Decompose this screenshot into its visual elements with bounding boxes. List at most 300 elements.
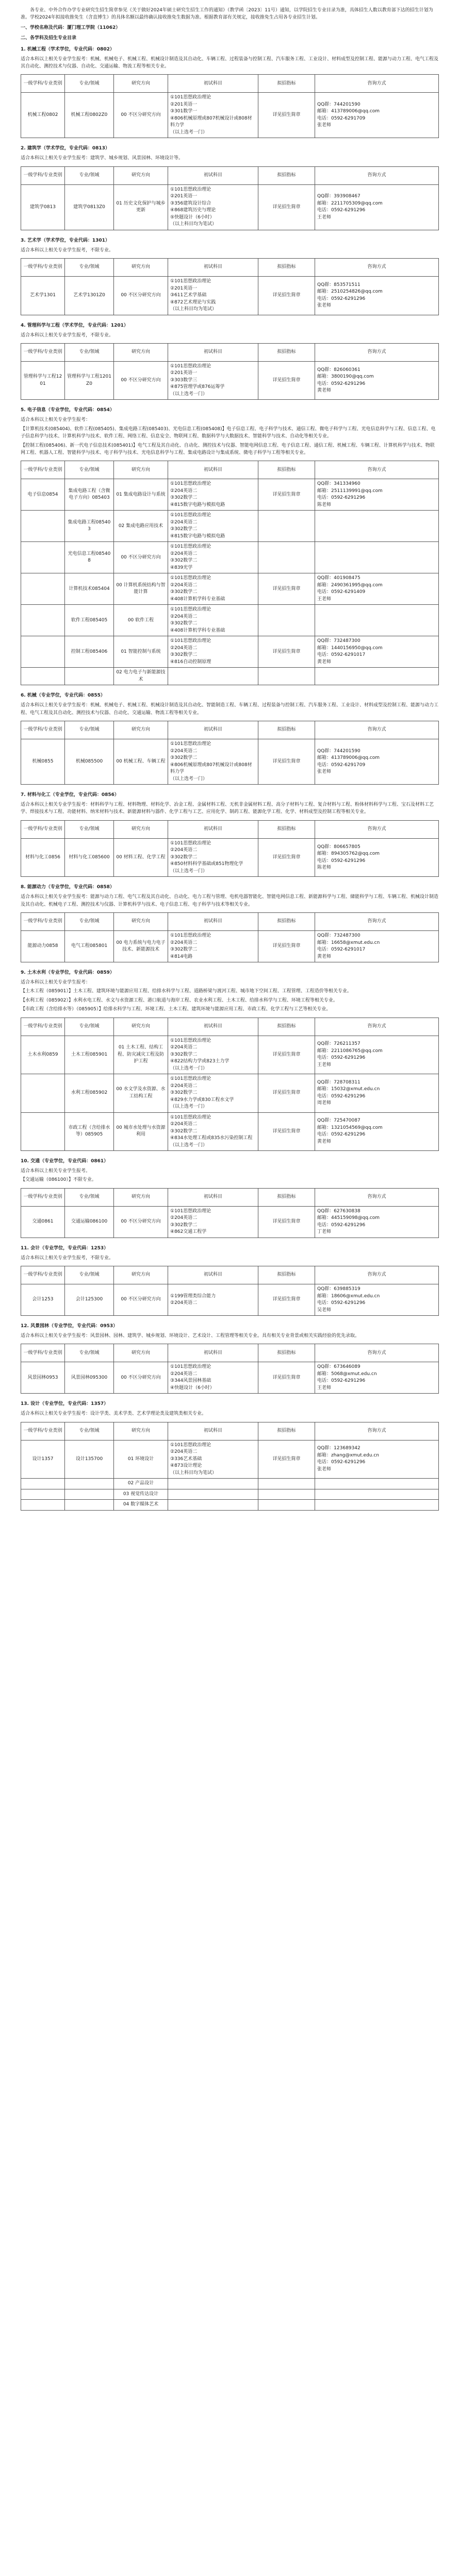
section-note: 【控制工程(085406)、新一代电子信息技术(085401)】电气工程及其自动化、自动化、测控技术与仪器、智能电网信息工程、电子信息工程、通信工程、机械工程、车辆工程、计算机科学与技术、物联网工程、机器人工程、智能科学与技术、电子科学与技术、光电信息科学与工程、集成电路设计与集成系统、微电子科学与工程等相关专业。: [21, 443, 435, 455]
cell-direction: 00 不区分研究方向: [114, 542, 168, 573]
exam-subject: ①101思想政治理论: [170, 481, 211, 487]
cell-direction: 04 数字媒体艺术: [114, 1500, 168, 1511]
cell-discipline: 机械工程0802: [21, 93, 65, 138]
table-row: [21, 573, 439, 605]
cell-contact: [315, 573, 439, 605]
contact-line: 邮箱：18606@xmut.edu.cn: [317, 1293, 380, 1299]
cell-major: 交通运输086100: [65, 1206, 114, 1238]
section-note: 适合本科以上相关专业学生报考：建筑学、城乡规划、风景园林、环境设计等。: [21, 156, 184, 161]
exam-subject: ③302数学二: [170, 527, 198, 532]
cell-quota: 详见招生简章: [258, 277, 315, 315]
exam-subject: ③302数学二: [170, 1090, 198, 1095]
contact-line: 电话：0592-6291709: [317, 115, 366, 121]
cell-direction: 00 计算机系统结构与智能计算: [114, 573, 168, 605]
header-contact: 咨询方式: [315, 1188, 439, 1206]
header-contact: 咨询方式: [315, 1018, 439, 1036]
exam-subject: （以上选考一门）: [170, 1104, 208, 1109]
contact-line: 王老师: [317, 1385, 332, 1391]
table-header-row: [21, 461, 439, 479]
header-quota: 拟招指标: [258, 343, 315, 361]
header-direction: 研究方向: [114, 1018, 168, 1036]
exam-subject: ①101思想政治理论: [170, 279, 211, 284]
section-note: 适合本科以上相关专业学生报考：风景园林、园林、建筑学、城乡规划、环境设计、艺术设计、工程管理等相关专业。具有相关专业背景或相关实践经验的优先录取。: [21, 1333, 360, 1338]
cell-direction: 02 集成电路应用技术: [114, 511, 168, 542]
cell-discipline: 管理科学与工程1201: [21, 361, 65, 400]
header-discipline: 一级学科/专业类别: [21, 1344, 65, 1362]
contact-line: 周老师: [317, 1100, 332, 1106]
exam-subject: ②201英语一: [170, 194, 198, 199]
cell-major: 计算机技术085404: [65, 573, 114, 605]
header-exam: 初试科目: [168, 461, 258, 479]
contact-line: 电话：0592-6291017: [317, 652, 366, 658]
cell-contact: [315, 93, 439, 138]
contact-line: QQ群：341334960: [317, 481, 360, 487]
table-row: [21, 184, 439, 230]
cell-discipline: 建筑学0813: [21, 184, 65, 230]
contact-line: 邮箱：2511139991@qq.com: [317, 488, 383, 494]
exam-subject: ①101思想政治理论: [170, 1442, 211, 1448]
admissions-table: [21, 343, 439, 400]
header-exam: 初试科目: [168, 1018, 258, 1036]
exam-subject: ④815数字电路与模拟电路: [170, 502, 225, 507]
admissions-table: [21, 74, 439, 138]
cell-major: 水利工程085902: [65, 1074, 114, 1113]
cell-quota: 详见招生简章: [258, 361, 315, 400]
contact-line: 电话：0592-6291296: [317, 858, 366, 863]
cell-direction: 00 不区分研究方向: [114, 361, 168, 400]
header-major: 专业/领域: [65, 1018, 114, 1036]
cell-discipline: [21, 511, 65, 542]
cell-exam: [168, 1479, 258, 1489]
contact-line: QQ群：853571511: [317, 282, 360, 287]
exam-subject: ②204英语二: [170, 519, 198, 525]
section-title: 13. 设计（专业学位，专业代码：1357）: [21, 1401, 109, 1407]
contact-line: 丁老师: [317, 1229, 332, 1235]
exam-subject: ④408计算机学科专业基础: [170, 596, 225, 602]
cell-quota: [258, 542, 315, 573]
contact-line: 王老师: [317, 596, 332, 602]
contact-line: QQ群：726211357: [317, 1041, 360, 1047]
cell-exam: [168, 511, 258, 542]
cell-major: 电气工程085801: [65, 931, 114, 962]
exam-subject: ④834水处理工程或835水污染控制工程: [170, 1136, 253, 1141]
exam-subject: ④814电路: [170, 954, 193, 959]
cell-discipline: 会计1253: [21, 1284, 65, 1316]
exam-subject: ①101思想政治理论: [170, 95, 211, 100]
contact-line: QQ群：393908467: [317, 194, 360, 199]
contact-line: 邮箱：5068@xmut.edu.cn: [317, 1371, 377, 1377]
header-exam: 初试科目: [168, 343, 258, 361]
exam-subject: ③302数学二: [170, 1128, 198, 1134]
table-header-row: [21, 721, 439, 739]
header-direction: 研究方向: [114, 913, 168, 931]
exam-subject: ①101思想政治理论: [170, 187, 211, 192]
header-contact: 咨询方式: [315, 259, 439, 277]
contact-line: 邮箱：894305762@qq.com: [317, 851, 380, 857]
contact-line: 陈老师: [317, 865, 332, 871]
exam-subject: ①101思想政治理论: [170, 638, 211, 644]
cell-discipline: [21, 668, 65, 685]
contact-line: 王老师: [317, 1062, 332, 1067]
section-note: 适合本科以上相关专业学生报考：能源与动力工程、电气工程及其自动化、自动化、电力工程与管理、电机电器智能化、智能电网信息工程、新能源科学与工程、储能科学与工程、车辆工程、机械设计制造及其自动化、机械电子工程、测控技术与仪器、计算机科学与技术、电子信息工程、电子科学与技术等相关专业。: [21, 894, 439, 907]
cell-exam: [168, 1112, 258, 1151]
contact-line: 邮箱：413789006@qq.com: [317, 755, 380, 761]
cell-major: [65, 1500, 114, 1511]
sections-container: [21, 46, 438, 1511]
section-note: 适合本科以上相关专业学生报考：: [21, 417, 91, 423]
cell-discipline: [21, 1074, 65, 1113]
cell-exam: [168, 361, 258, 400]
cell-exam: [168, 93, 258, 138]
cell-discipline: 材料与化工0856: [21, 838, 65, 877]
section: [21, 145, 438, 230]
header-quota: 拟招指标: [258, 1266, 315, 1284]
contact-line: 电话：0592-6291296: [317, 1460, 366, 1465]
header-exam: 初试科目: [168, 1422, 258, 1440]
cell-direction: 00 电力系统与电力电子技术、新能源技术: [114, 931, 168, 962]
table-row: [21, 1206, 439, 1238]
contact-line: 邮箱：1321054569@qq.com: [317, 1125, 383, 1130]
header-exam: 初试科目: [168, 1188, 258, 1206]
section-title: 10. 交通（专业学位，专业代码：0861）: [21, 1159, 109, 1164]
contact-line: 电话：0592-6291296: [317, 296, 366, 301]
contact-line: QQ群：732487300: [317, 638, 360, 644]
exam-subject: ①101思想政治理论: [170, 1076, 211, 1081]
cell-quota: [258, 1479, 315, 1489]
cell-quota: 详见招生简章: [258, 1440, 315, 1479]
cell-direction: 00 不区分研究方向: [114, 1284, 168, 1316]
cell-quota: 详见招生简章: [258, 1284, 315, 1316]
admissions-table: [21, 1018, 439, 1151]
section: [21, 692, 438, 785]
cell-direction: 01 土木工程、结构工程、防灾减灾工程及防护工程: [114, 1036, 168, 1074]
exam-subject: ①101思想政治理论: [170, 607, 211, 613]
header-direction: 研究方向: [114, 721, 168, 739]
section-title: 5. 电子信息（专业学位，专业代码：0854）: [21, 408, 114, 413]
contact-line: 电话：0592-6291017: [317, 947, 366, 952]
table-header-row: [21, 820, 439, 838]
header-quota: 拟招指标: [258, 1018, 315, 1036]
table-header-row: [21, 1266, 439, 1284]
table-row: [21, 636, 439, 668]
contact-line: 电话：0592-6291296: [317, 208, 366, 213]
exam-subject: ①101思想政治理论: [170, 513, 211, 518]
cell-major: 风景园林095300: [65, 1362, 114, 1394]
section: [21, 1245, 438, 1316]
cell-direction: 03 视觉传达设计: [114, 1489, 168, 1500]
header-discipline: 一级学科/专业类别: [21, 721, 65, 739]
header-exam: 初试科目: [168, 166, 258, 184]
cell-contact: [315, 1362, 439, 1394]
cell-major: 软件工程085405: [65, 605, 114, 636]
exam-subject: ③302数学二: [170, 755, 198, 761]
section-note: 适合本科以上相关专业学生报考，不限专业。: [21, 247, 114, 253]
header-direction: 研究方向: [114, 1344, 168, 1362]
table-row: [21, 931, 439, 962]
cell-quota: 详见招生简章: [258, 931, 315, 962]
section-title: 4. 管理科学与工程（学术学位，专业代码：1201）: [21, 323, 128, 328]
contact-line: 黄老师: [317, 1139, 332, 1144]
header-major: 专业/领域: [65, 75, 114, 93]
admissions-table: [21, 912, 439, 962]
contact-line: 电话：0592-6291296: [317, 1300, 366, 1306]
cell-discipline: [21, 542, 65, 573]
exam-subject: ①101思想政治理论: [170, 1208, 211, 1214]
section-title: 2. 建筑学（学术学位，专业代码：0813）: [21, 146, 110, 151]
cell-exam: [168, 1440, 258, 1479]
header-direction: 研究方向: [114, 75, 168, 93]
section: [21, 884, 438, 962]
header-discipline: 一级学科/专业类别: [21, 820, 65, 838]
header-quota: 拟招指标: [258, 721, 315, 739]
section-title: 1. 机械工程（学术学位，专业代码：0802）: [21, 46, 114, 52]
cell-quota: 详见招生简章: [258, 838, 315, 877]
table-header-row: [21, 913, 439, 931]
section: [21, 323, 438, 400]
table-row: [21, 1112, 439, 1151]
cell-contact: [315, 668, 439, 685]
section-note: 【水利工程（085902）】水利水电工程、水文与水资源工程、港口航道与海岸工程、农业水利工程、土木工程、给排水科学与工程、环境工程等相关专业。: [21, 997, 338, 1003]
cell-quota: 详见招生简章: [258, 184, 315, 230]
exam-subject: ②204英语二: [170, 940, 198, 945]
header-exam: 初试科目: [168, 721, 258, 739]
header-contact: 咨询方式: [315, 913, 439, 931]
exam-subject: （以上选考一门）: [170, 776, 208, 782]
exam-subject: （以上选考一门）: [170, 391, 208, 397]
cell-major: 会计125300: [65, 1284, 114, 1316]
exam-subject: ③344风景园林基础: [170, 1378, 211, 1384]
cell-direction: 01 集成电路设计与系统: [114, 479, 168, 511]
exam-subject: ③302数学二: [170, 652, 198, 658]
header-quota: 拟招指标: [258, 913, 315, 931]
header-quota: 拟招指标: [258, 75, 315, 93]
header-contact: 咨询方式: [315, 75, 439, 93]
header-exam: 初试科目: [168, 75, 258, 93]
cell-major: 集成电路工程（含微电子方向）085403: [65, 479, 114, 511]
header-major: 专业/领域: [65, 913, 114, 931]
section-note: 适合本科以上相关专业学生报考，不限专业。: [21, 1255, 114, 1261]
header-discipline: 一级学科/专业类别: [21, 259, 65, 277]
contact-line: 黄老师: [317, 659, 332, 665]
contact-line: QQ群：732487300: [317, 933, 360, 938]
cell-exam: [168, 1489, 258, 1500]
cell-major: 机械085500: [65, 739, 114, 785]
exam-subject: ③356建筑设计综合: [170, 200, 211, 206]
table-header-row: [21, 343, 439, 361]
table-row: [21, 1036, 439, 1074]
header-discipline: 一级学科/专业类别: [21, 1188, 65, 1206]
cell-major: 光电信息工程085408: [65, 542, 114, 573]
exam-subject: （以上选考一门）: [170, 129, 208, 135]
header-discipline: 一级学科/专业类别: [21, 343, 65, 361]
cell-quota: [258, 1500, 315, 1511]
cell-major: 控制工程085406: [65, 636, 114, 668]
cell-discipline: [21, 1489, 65, 1500]
cell-direction: 00 机械工程、车辆工程: [114, 739, 168, 785]
table-row: [21, 739, 439, 785]
contact-line: 邮箱：15032@xmut.edu.cn: [317, 1087, 380, 1092]
cell-quota: [258, 668, 315, 685]
cell-contact: [315, 605, 439, 636]
header-quota: 拟招指标: [258, 259, 315, 277]
table-header-row: [21, 166, 439, 184]
cell-exam: [168, 1036, 258, 1074]
cell-major: 建筑学0813Z0: [65, 184, 114, 230]
contact-line: 邮箱：413789006@qq.com: [317, 109, 380, 114]
contact-line: 电话：0592-6291296: [317, 1222, 366, 1228]
cell-exam: [168, 542, 258, 573]
header-quota: 拟招指标: [258, 1422, 315, 1440]
contact-line: 电话：0592-6291296: [317, 1093, 366, 1099]
exam-subject: ③301数学一: [170, 109, 198, 114]
table-row: [21, 511, 439, 542]
document: [21, 0, 438, 1528]
cell-contact: [315, 1036, 439, 1074]
cell-major: 材料与化工085600: [65, 838, 114, 877]
header-major: 专业/领域: [65, 820, 114, 838]
exam-subject: ②204英语二: [170, 1300, 198, 1306]
cell-exam: [168, 931, 258, 962]
exam-subject: ①101思想政治理论: [170, 1364, 211, 1370]
cell-discipline: 电子信息0854: [21, 479, 65, 511]
header-contact: 咨询方式: [315, 1422, 439, 1440]
cell-major: [65, 668, 114, 685]
table-row: [21, 1074, 439, 1113]
contact-line: QQ群：627630838: [317, 1208, 360, 1214]
header-major: 专业/领域: [65, 1188, 114, 1206]
exam-subject: ②201英语一: [170, 285, 198, 291]
contact-line: 张老师: [317, 303, 332, 309]
exam-subject: ②204英语二: [170, 488, 198, 494]
section-title: 9. 土木水利（专业学位，专业代码：0859）: [21, 970, 114, 975]
exam-subject: ④850材料科学基础或851物理化学: [170, 861, 243, 867]
header-quota: 拟招指标: [258, 820, 315, 838]
table-row: [21, 361, 439, 400]
cell-discipline: 风景园林0953: [21, 1362, 65, 1394]
exam-subject: ②204英语二: [170, 645, 198, 651]
header-quota: 拟招指标: [258, 166, 315, 184]
cell-exam: [168, 1362, 258, 1394]
header-major: 专业/领域: [65, 461, 114, 479]
admissions-table: [21, 258, 439, 315]
header-quota: 拟招指标: [258, 1344, 315, 1362]
section-note: 【交通运输（086100）】不限专业。: [21, 1177, 96, 1183]
cell-contact: [315, 511, 439, 542]
cell-contact: [315, 479, 439, 511]
contact-line: QQ群：826060361: [317, 367, 360, 372]
header-direction: 研究方向: [114, 343, 168, 361]
cell-quota: 详见招生简章: [258, 1362, 315, 1394]
contact-line: 电话：0592-6291296: [317, 1378, 366, 1384]
cell-quota: 详见招生简章: [258, 1036, 315, 1074]
header-exam: 初试科目: [168, 913, 258, 931]
table-row: [21, 93, 439, 138]
exam-subject: ④829水力学或830工程水文学: [170, 1097, 234, 1103]
cell-contact: [315, 1489, 439, 1500]
contact-line: QQ群：744201590: [317, 748, 360, 754]
table-row: [21, 542, 439, 573]
cell-discipline: [21, 1479, 65, 1489]
table-row: [21, 277, 439, 315]
table-row: [21, 668, 439, 685]
cell-major: 集成电路工程085403: [65, 511, 114, 542]
table-header-row: [21, 1344, 439, 1362]
cell-exam: [168, 1206, 258, 1238]
cell-discipline: 机械0855: [21, 739, 65, 785]
cell-major: [65, 1489, 114, 1500]
exam-subject: ③611艺术学基础: [170, 293, 207, 298]
cell-discipline: 交通0861: [21, 1206, 65, 1238]
header-exam: 初试科目: [168, 259, 258, 277]
header-contact: 咨询方式: [315, 721, 439, 739]
exam-subject: ④822结构力学或823土力学: [170, 1059, 230, 1064]
admissions-table: [21, 1266, 439, 1316]
contact-line: QQ群：673646089: [317, 1364, 360, 1370]
section-title: 6. 机械（专业学位，专业代码：0855）: [21, 693, 105, 699]
section: [21, 1401, 438, 1510]
cell-quota: 详见招生简章: [258, 93, 315, 138]
exam-subject: ③302数学二: [170, 495, 198, 501]
exam-subject: ④873设计理论: [170, 1463, 202, 1469]
cell-major: 艺术学1301Z0: [65, 277, 114, 315]
cell-quota: [258, 605, 315, 636]
exam-subject: ②201英语一: [170, 370, 198, 376]
section-note: 适合本科以上相关专业学生报考，不限专业。: [21, 332, 114, 338]
exam-subject: ②204英语二: [170, 748, 198, 754]
contact-line: 邮箱：1440156950@qq.com: [317, 645, 383, 651]
contact-line: 电话：0592-6291409: [317, 589, 366, 595]
section: [21, 970, 438, 1151]
cell-exam: [168, 1500, 258, 1511]
cell-direction: 00 城市水处理与水资源利用: [114, 1112, 168, 1151]
table-header-row: [21, 1018, 439, 1036]
cell-quota: 详见招生简章: [258, 636, 315, 668]
admissions-table: [21, 1344, 439, 1394]
exam-subject: ④839光学: [170, 565, 193, 570]
exam-subject: ③303数学三: [170, 377, 198, 383]
table-row: [21, 479, 439, 511]
intro-paragraph: 各专业、中外合作办学专业研究生招生简章参见《关于做好2024年硕士研究生招生工作的通知》（教学函〔2023〕11号）通知，以学院招生专业目录为准，具体招生人数以教育部下达的招生计划为准。学校2024年拟接收推免生（含直博生）的具体名额以最终确认接收推免生数据为准。根据教育部有关规定，接收推免生占用各专业招生计划。: [21, 8, 433, 20]
exam-subject: ④806机械原理或807机械设计或808材料力学: [170, 762, 252, 775]
contact-line: 张老师: [317, 123, 332, 128]
cell-quota: [258, 1489, 315, 1500]
table-row: [21, 1362, 439, 1394]
header-direction: 研究方向: [114, 1422, 168, 1440]
exam-subject: ②204英语二: [170, 614, 198, 619]
cell-contact: [315, 636, 439, 668]
cell-major: 市政工程（含给排水等）085905: [65, 1112, 114, 1151]
admissions-table: [21, 1188, 439, 1238]
header-major: 专业/领域: [65, 721, 114, 739]
exam-subject: ①101思想政治理论: [170, 575, 211, 581]
header-discipline: 一级学科/专业类别: [21, 461, 65, 479]
header-major: 专业/领域: [65, 1344, 114, 1362]
cell-quota: 详见招生简章: [258, 1074, 315, 1113]
header-major: 专业/领域: [65, 259, 114, 277]
cell-exam: [168, 636, 258, 668]
contact-line: 电话：0592-6291296: [317, 1055, 366, 1061]
exam-subject: ②204英语二: [170, 582, 198, 588]
header-direction: 研究方向: [114, 1188, 168, 1206]
cell-discipline: 土木水利0859: [21, 1036, 65, 1074]
header-contact: 咨询方式: [315, 166, 439, 184]
cell-direction: 01 环境设计: [114, 1440, 168, 1479]
section: [21, 1158, 438, 1238]
exam-subject: （以上科目均为笔试）: [170, 1470, 217, 1476]
exam-subject: ③302数学二: [170, 558, 198, 564]
table-row: [21, 1284, 439, 1316]
exam-subject: ③302数学二: [170, 1052, 198, 1057]
